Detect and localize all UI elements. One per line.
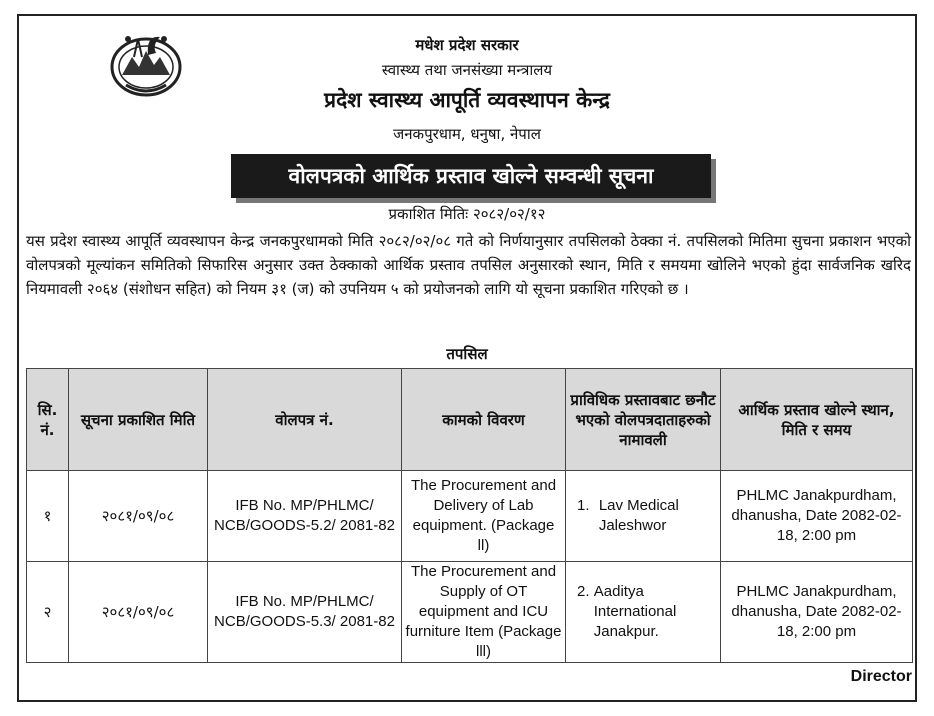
cell-ifb: IFB No. MP/PHLMC/ NCB/GOODS-5.2/ 2081-82 [208, 471, 402, 562]
cell-bidders [566, 471, 721, 562]
bidder-name: Lav Medical Jaleshwor [598, 497, 679, 534]
col-header-opening: आर्थिक प्रस्ताव खोल्ने स्थान, मिति र समय [721, 369, 913, 471]
table-row [27, 562, 913, 663]
col-header-date: सूचना प्रकाशित मिति [69, 369, 208, 471]
col-header-bidders: प्राविधिक प्रस्तावबाट छनौट भएको वोलपत्रदाताहरुको नामावली [566, 369, 721, 471]
signature-director: Director [850, 668, 912, 685]
cell-date: २०८१/०९/०८ [69, 471, 208, 562]
cell-sn: २ [27, 562, 69, 663]
notice-title: वोलपत्रको आर्थिक प्रस्ताव खोल्ने सम्वन्धी सूचना [231, 154, 711, 198]
cell-ifb: IFB No. MP/PHLMC/ NCB/GOODS-5.3/ 2081-82 [208, 562, 402, 663]
cell-opening: PHLMC Janakpurdham, dhanusha, Date 2082-02-18, 2:00 pm [721, 562, 913, 663]
bid-table [26, 368, 913, 663]
cell-opening: PHLMC Janakpurdham, dhanusha, Date 2082-02-18, 2:00 pm [721, 471, 913, 562]
table-row [27, 471, 913, 562]
bidder-number: 1. [577, 497, 590, 514]
cell-description: The Procurement and Supply of OT equipment and ICU furniture Item (Package lll) [402, 562, 566, 663]
cell-sn: १ [27, 471, 69, 562]
cell-bidders [566, 562, 721, 663]
office-name: प्रदेश स्वास्थ्य आपूर्ति व्यवस्थापन केन्द्र [324, 88, 610, 112]
ministry-name: स्वास्थ्य तथा जनसंख्या मन्त्रालय [381, 61, 553, 79]
bidder-name: Aaditya International Janakpur. [593, 583, 677, 640]
table-header-row [27, 369, 913, 471]
province-government-name: मधेश प्रदेश सरकार [415, 36, 519, 54]
col-header-ifb: वोलपत्र नं. [208, 369, 402, 471]
bidder-number: 2. [577, 583, 590, 600]
col-header-sn: सि. नं. [27, 369, 69, 471]
office-address: जनकपुरधाम, धनुषा, नेपाल [393, 125, 541, 143]
cell-description: The Procurement and Delivery of Lab equipment. (Package ll) [402, 471, 566, 562]
notice-body: यस प्रदेश स्वास्थ्य आपूर्ति व्यवस्थापन केन्द्र जनकपुरधामको मिति २०८२/०२/०८ गते को निर्णयानुसार तपसिलको ठेक्का नं. तपसिलको मितिमा सुचना प्रकाशन भएको वोलपत्रको मूल्यांकन समितिको सिफारिस अनुसार उक्त ठेक्काको आर्थिक प्रस्ताव तपसिल अनुसारको स्थान, मिति र समयमा खोलिने भएको हुंदा सार्वजनिक खरिद नियमावली २०६४ (संशोधन सहित) को नियम ३१ (ज) को उपनियम ५ को प्रयोजनको लागि यो सूचना प्रकाशित गरिएको छ । [26, 232, 911, 298]
cell-date: २०८१/०९/०८ [69, 562, 208, 663]
table-title: तपसिल [446, 345, 488, 363]
publish-date: प्रकाशित मितिः २०८२/०२/१२ [388, 205, 546, 223]
col-header-description: कामको विवरण [402, 369, 566, 471]
